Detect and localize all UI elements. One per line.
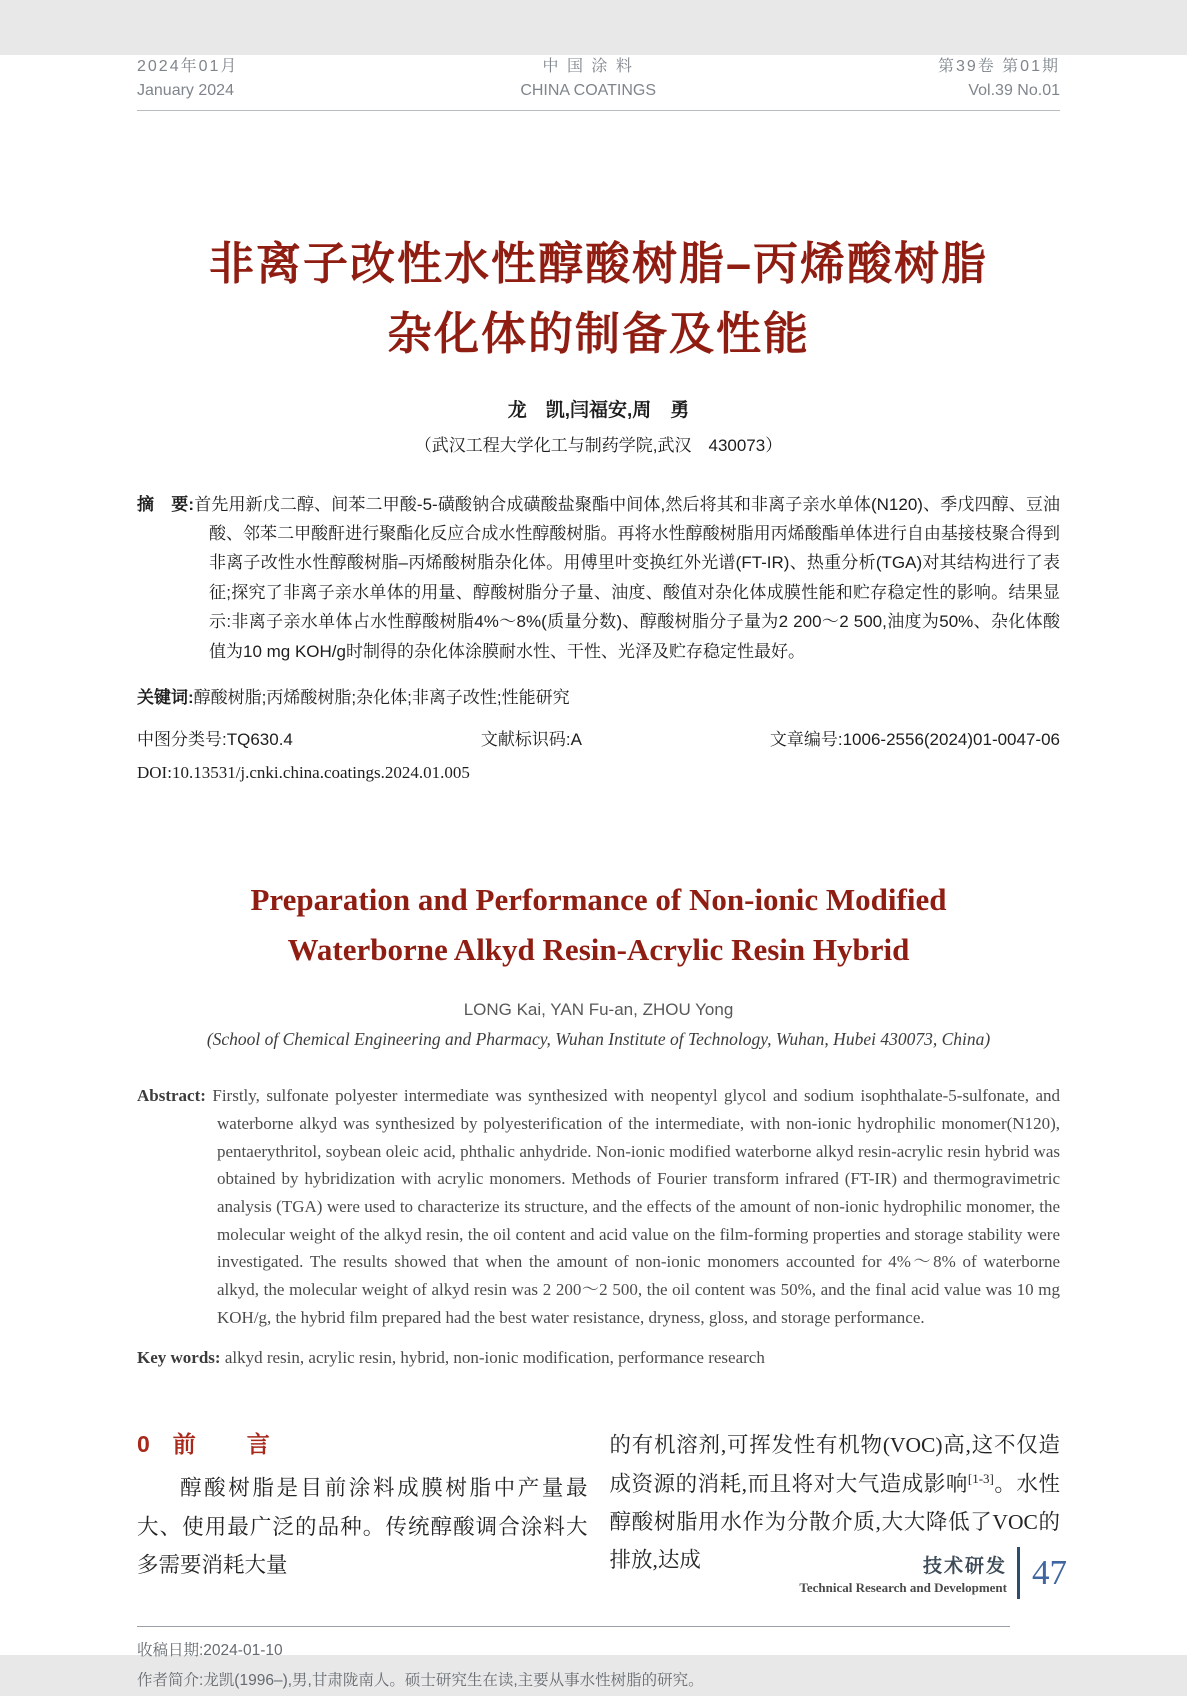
running-head — [137, 55, 1060, 111]
badge-divider-bar — [1017, 1547, 1020, 1599]
article-title-en-line2: Waterborne Alkyd Resin-Acrylic Resin Hybrid — [287, 931, 910, 967]
citation-ref: [1-3] — [967, 1470, 994, 1486]
abstract-en-text: Firstly, sulfonate polyester intermediate was synthesized with neopentyl glycol and sodium isophthalate-5-sulfonate, and waterborne alkyd was synthesized by polyesterification of the intermediate, with non-ionic hydrophilic monomer(N120), pentaerythritol, soybean oleic acid, phthalic anhydride. Non-ionic modified waterborne alkyd resin-acrylic resin hybrid was obtained by hybridization with acrylic monomers. Methods of Fourier transform infrared (FT-IR) and thermogravimetric analysis (TGA) were used to characterize its structure, and the effects of the amount of non-ionic hydrophilic monomer, the molecular weight of the alkyd resin, the oil content and acid value on the film-forming properties and storage stability were investigated. The results showed that when the amount of non-ionic monomers accounted for 4%～8% of waterborne alkyd, the molecular weight of alkyd resin was 2 200～2 500, the oil content was 50%, and the final acid value was 10 mg KOH/g, the hybrid film prepared had the best water resistance, dryness, gloss, and storage performance. — [212, 1086, 1061, 1327]
section-heading-intro — [137, 1426, 588, 1459]
footnote — [137, 1636, 1060, 1696]
footnote-divider — [137, 1626, 1010, 1627]
authors-cn: 龙 凯,闫福安,周 勇 — [507, 399, 690, 421]
keywords-cn — [137, 683, 1060, 708]
journal-title-en: CHINA COATINGS — [520, 82, 657, 99]
received-date: 收稿日期:2024-01-10 — [137, 1641, 283, 1659]
intro-paragraph-left: 醇酸树脂是目前涂料成膜树脂中产量最大、使用最广泛的品种。传统醇酸调合涂料大多需要消耗大量 — [137, 1476, 588, 1577]
doi: DOI:10.13531/j.cnki.china.coatings.2024.01.005 — [137, 762, 470, 782]
intro-right-text-1: 的有机溶剂,可挥发性有机物(VOC)高,这不仅造成资源的消耗,而且将对大气造成影响 — [609, 1433, 1060, 1496]
article-title-en-line1: Preparation and Performance of Non-ionic Modified — [250, 881, 947, 917]
running-head-left — [137, 55, 238, 103]
author-bio: 作者简介:龙凯(1996–),男,甘肃陇南人。硕士研究生在读,主要从事水性树脂的研究。 — [137, 1671, 704, 1689]
intro-right-text-2: 。水性醇酸树脂用水作为分散介质,大大降低了VOC的排放,达成 — [609, 1471, 1060, 1573]
document-code: 文献标识码:A — [480, 729, 582, 749]
section-badge-en: Technical Research and Development — [799, 1579, 1007, 1595]
abstract-en-label: Abstract: — [137, 1086, 206, 1106]
volume-issue-en: Vol.39 No.01 — [968, 82, 1060, 99]
article-title-cn — [137, 229, 1060, 369]
journal-page — [0, 55, 1187, 1689]
abstract-en — [137, 1082, 1060, 1331]
left-column — [137, 1426, 588, 1605]
page-number: 47 — [1032, 1553, 1067, 1592]
section-badge-cn: 技术研发 — [922, 1555, 1007, 1577]
keywords-cn-label: 关键词: — [137, 687, 194, 707]
issue-date-cn: 2024年01月 — [137, 58, 239, 75]
keywords-cn-text: 醇酸树脂;丙烯酸树脂;杂化体;非离子改性;性能研究 — [193, 687, 570, 707]
page-content — [0, 55, 1187, 1696]
article-title-cn-line2: 杂化体的制备及性能 — [386, 307, 810, 359]
article-meta-row — [137, 725, 1060, 750]
running-head-right — [938, 55, 1060, 103]
section-title: 前 言 — [172, 1431, 284, 1458]
section-badge-text — [799, 1551, 1007, 1596]
article-title-en — [137, 875, 1060, 974]
abstract-cn-label: 摘 要: — [137, 494, 195, 514]
keywords-en-text: alkyd resin, acrylic resin, hybrid, non-ionic modification, performance research — [224, 1348, 765, 1368]
keywords-en — [137, 1348, 1060, 1368]
volume-issue-cn: 第39卷 第01期 — [937, 58, 1060, 75]
authors-en: LONG Kai, YAN Fu-an, ZHOU Yong — [463, 1000, 734, 1020]
issue-date-en: January 2024 — [137, 82, 234, 99]
abstract-cn — [137, 490, 1060, 666]
keywords-en-label: Key words: — [137, 1348, 221, 1368]
running-head-center — [520, 55, 656, 103]
article-title-cn-line1: 非离子改性水性醇酸树脂–丙烯酸树脂 — [208, 238, 989, 289]
article-id: 文章编号:1006-2556(2024)01-0047-06 — [769, 729, 1060, 749]
clc-number: 中图分类号:TQ630.4 — [137, 729, 293, 749]
page-badge — [799, 1547, 1067, 1599]
affiliation-cn: （武汉工程大学化工与制药学院,武汉 430073） — [414, 435, 783, 455]
affiliation-en: (School of Chemical Engineering and Pharmacy, Wuhan Institute of Technology, Wuhan, Hubei 430073, China) — [206, 1029, 991, 1050]
abstract-cn-text: 首先用新戊二醇、间苯二甲酸-5-磺酸钠合成磺酸盐聚酯中间体,然后将其和非离子亲水单体(N120)、季戊四醇、豆油酸、邻苯二甲酸酐进行聚酯化反应合成水性醇酸树脂。再将水性醇酸树脂用丙烯酸酯单体进行自由基接枝聚合得到非离子改性水性醇酸树脂–丙烯酸树脂杂化体。用傅里叶变换红外光谱(FT-IR)、热重分析(TGA)对其结构进行了表征;探究了非离子亲水单体的用量、醇酸树脂分子量、油度、酸值对杂化体成膜性能和贮存稳定性的影响。结果显示:非离子亲水单体占水性醇酸树脂4%～8%(质量分数)、醇酸树脂分子量为2 200～2 500,油度为50%、杂化体酸值为10 mg KOH/g时制得的杂化体涂膜耐水性、干性、光泽及贮存稳定性最好。 — [194, 494, 1060, 661]
section-number: 0 — [137, 1431, 151, 1458]
journal-title-cn: 中 国 涂 料 — [542, 58, 634, 75]
